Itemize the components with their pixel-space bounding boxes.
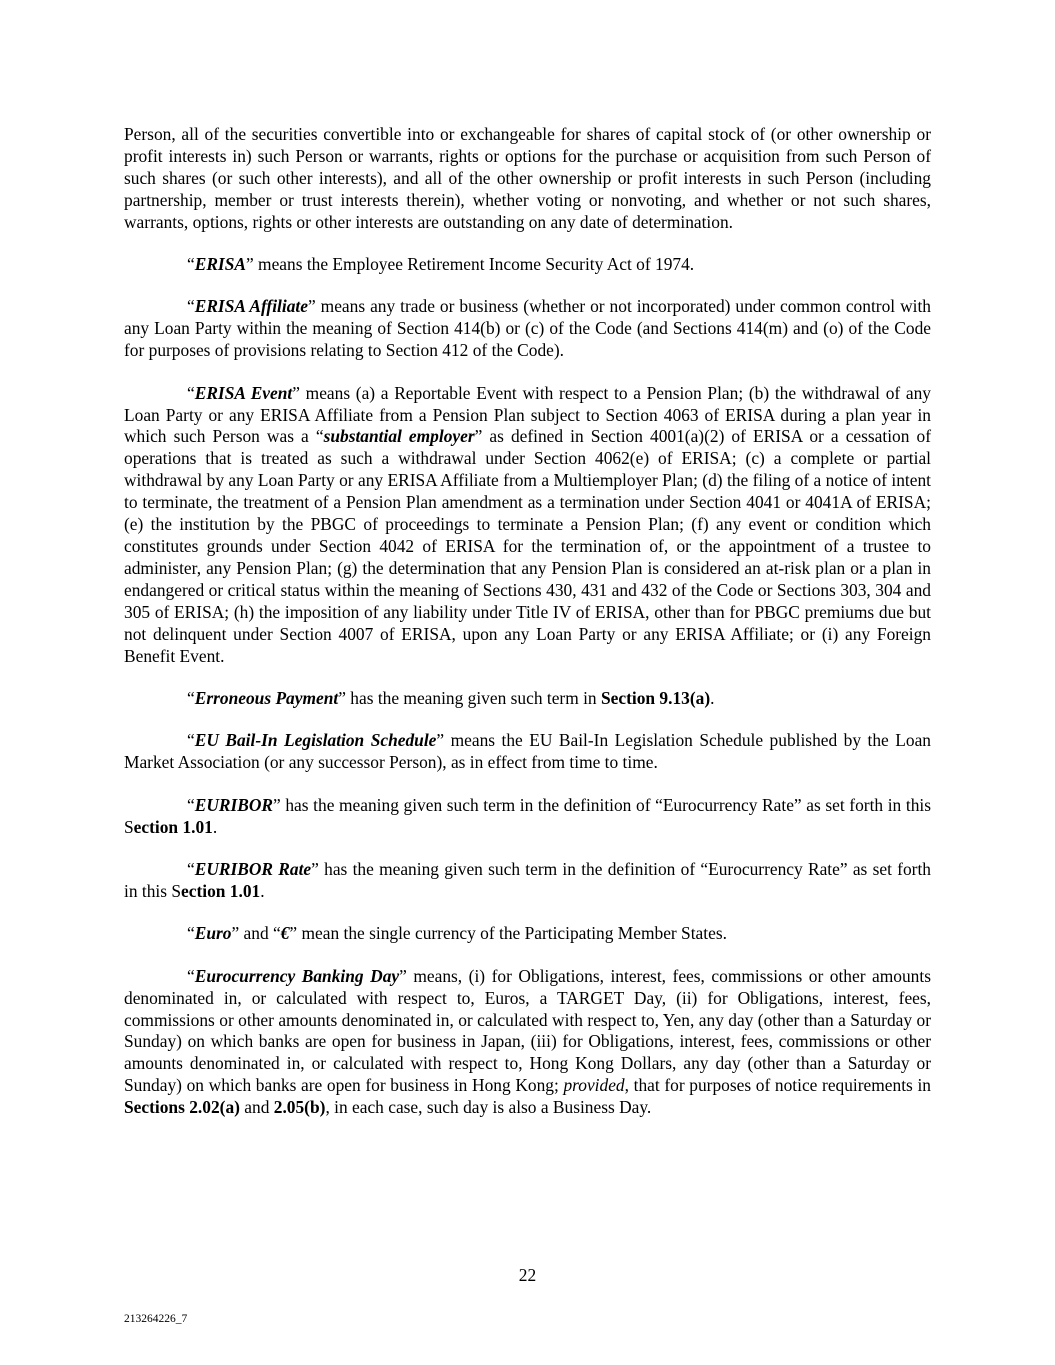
text-run: . — [260, 880, 265, 901]
defined-term: ERISA — [194, 254, 246, 275]
defined-term: ERISA Affiliate — [194, 296, 308, 317]
text-run: . — [710, 687, 715, 708]
defined-term-wrapper — [195, 966, 399, 986]
defined-term: EURIBOR — [194, 794, 274, 815]
text-run: and — [239, 1097, 274, 1118]
defined-term: Euro — [194, 923, 232, 944]
paragraph — [124, 966, 931, 1119]
defined-term: EU Bail-In Legislation Schedule — [194, 730, 437, 751]
text-run: ” has the meaning given such term in the definition of “Eurocurrency Rate” as set forth in this S — [124, 794, 931, 837]
defined-term: EURIBOR Rate — [194, 858, 312, 879]
defined-term-wrapper — [195, 923, 232, 943]
text-run: ” has the meaning given such term in — [338, 687, 601, 708]
text-run: “ — [187, 965, 195, 986]
emphasis-text: provided — [563, 1075, 625, 1096]
defined-term-wrapper — [195, 254, 246, 274]
paragraph — [124, 923, 931, 945]
text-run: ” and “ — [231, 923, 281, 944]
text-run: “ — [187, 382, 195, 403]
defined-term-wrapper — [324, 426, 475, 446]
paragraph — [124, 859, 931, 903]
paragraph — [124, 688, 931, 710]
paragraph — [124, 296, 931, 362]
text-run: ” means the EU Bail-In Legislation Schedule published by the Loan Market Association (or any successor Person), as in effect from time to time. — [124, 730, 931, 773]
text-run: ” means the Employee Retirement Income Security Act of 1974. — [245, 254, 695, 275]
text-run: “ — [187, 296, 195, 317]
paragraph — [124, 795, 931, 839]
section-reference: ection 1.01 — [133, 816, 213, 837]
text-run: “ — [187, 794, 195, 815]
document-id: 213264226_7 — [124, 1313, 188, 1325]
text-run: ” means any trade or business (whether or not incorporated) under common control with any Loan Party within the meaning of Section 414(b) or (c) of the Code (and Sections 414(m) and (o) of the Code for purposes of provisions relating to Section 412 of the Code). — [124, 296, 931, 361]
defined-term: substantial employer — [323, 426, 475, 447]
text-run: “ — [187, 254, 195, 275]
text-run: “ — [187, 858, 195, 879]
text-run: , that for purposes of notice requirements in — [624, 1075, 931, 1096]
text-run: Person, all of the securities convertible into or exchangeable for shares of capital stock of (or other ownership or profit interests in) such Person or warrants, rights or options for the purchase or acquisition from such Person of such shares (or such other interests), and all of the other ownership or profit interests in such Person (including partnership, member or trust interests therein), whether voting or nonvoting, and whether or not such shares, warrants, options, rights or other interests are outstanding on any date of determination. — [124, 124, 931, 232]
document-body — [124, 124, 931, 1140]
page-number: 22 — [518, 1265, 537, 1285]
defined-term-wrapper — [195, 730, 437, 750]
text-run: ” mean the single currency of the Participating Member States. — [289, 923, 727, 944]
defined-term-wrapper — [195, 795, 273, 815]
defined-term: € — [280, 923, 290, 944]
text-run: , in each case, such day is also a Business Day. — [325, 1097, 652, 1118]
text-run: “ — [187, 730, 195, 751]
defined-term-wrapper — [195, 383, 293, 403]
paragraph — [124, 254, 931, 276]
text-run: ” means, (i) for Obligations, interest, fees, commissions or other amounts denominated in, or calculated with respect to, Euros, a TARGET Day, (ii) for Obligations, interest, fees, commissions or other amounts denominated in, or calculated with respect to, Yen, any day (other than a Saturday or Sunday) on which banks are open for business in Japan, (iii) for Obligations, interest, fees, commissions or other amounts denominated in, or calculated with respect to, Hong Kong Dollars, any day (other than a Saturday or Sunday) on which banks are open for business in Hong Kong; — [124, 965, 931, 1096]
text-run: “ — [187, 923, 195, 944]
section-reference: Sections 2.02(a) — [124, 1097, 240, 1118]
defined-term-wrapper — [195, 859, 311, 879]
defined-term-wrapper — [195, 296, 308, 316]
text-run: ” as defined in Section 4001(a)(2) of ERISA or a cessation of operations that is treated as such a withdrawal under Section 4062(e) of ERISA; (c) a complete or partial withdrawal by any Loan Party or any ERISA Affiliate from a Multiemployer Plan; (d) the filing of a notice of intent to terminate, the treatment of a Pension Plan amendment as a termination under Section 4041 or 4041A of ERISA; (e) the institution by the PBGC of proceedings to terminate a Pension Plan; (f) any event or condition which constitutes grounds under Section 4042 of ERISA for the termination of, or the appointment of a trustee to administer, any Pension Plan; (g) the determination that any Pension Plan is considered an at-risk plan or a plan in endangered or critical status within the meaning of Sections 430, 431 and 432 of the Code or Sections 303, 304 and 305 of ERISA; (h) the imposition of any liability under Title IV of ERISA, other than for PBGC premiums due but not delinquent under Section 4007 of ERISA, upon any Loan Party or any ERISA Affiliate; or (i) any Foreign Benefit Event. — [124, 426, 931, 666]
text-run: ” has the meaning given such term in the definition of “Eurocurrency Rate” as set forth in this S — [124, 858, 931, 901]
paragraph — [124, 383, 931, 668]
section-reference: Section 9.13(a) — [600, 687, 711, 708]
text-run: ” means (a) a Reportable Event with respect to a Pension Plan; (b) the withdrawal of any Loan Party or any ERISA Affiliate from a Pension Plan subject to Section 4063 of ERISA during a plan year in which such Person was a “ — [124, 382, 931, 447]
defined-term: Erroneous Payment — [194, 687, 339, 708]
text-run: . — [212, 816, 218, 837]
defined-term: ERISA Event — [194, 382, 293, 403]
defined-term-wrapper — [195, 688, 339, 708]
defined-term: Eurocurrency Banking Day — [194, 965, 400, 986]
paragraph — [124, 730, 931, 774]
section-reference: ection 1.01 — [181, 880, 261, 901]
text-run: “ — [187, 687, 195, 708]
paragraph — [124, 124, 931, 234]
section-reference: 2.05(b) — [273, 1097, 326, 1118]
